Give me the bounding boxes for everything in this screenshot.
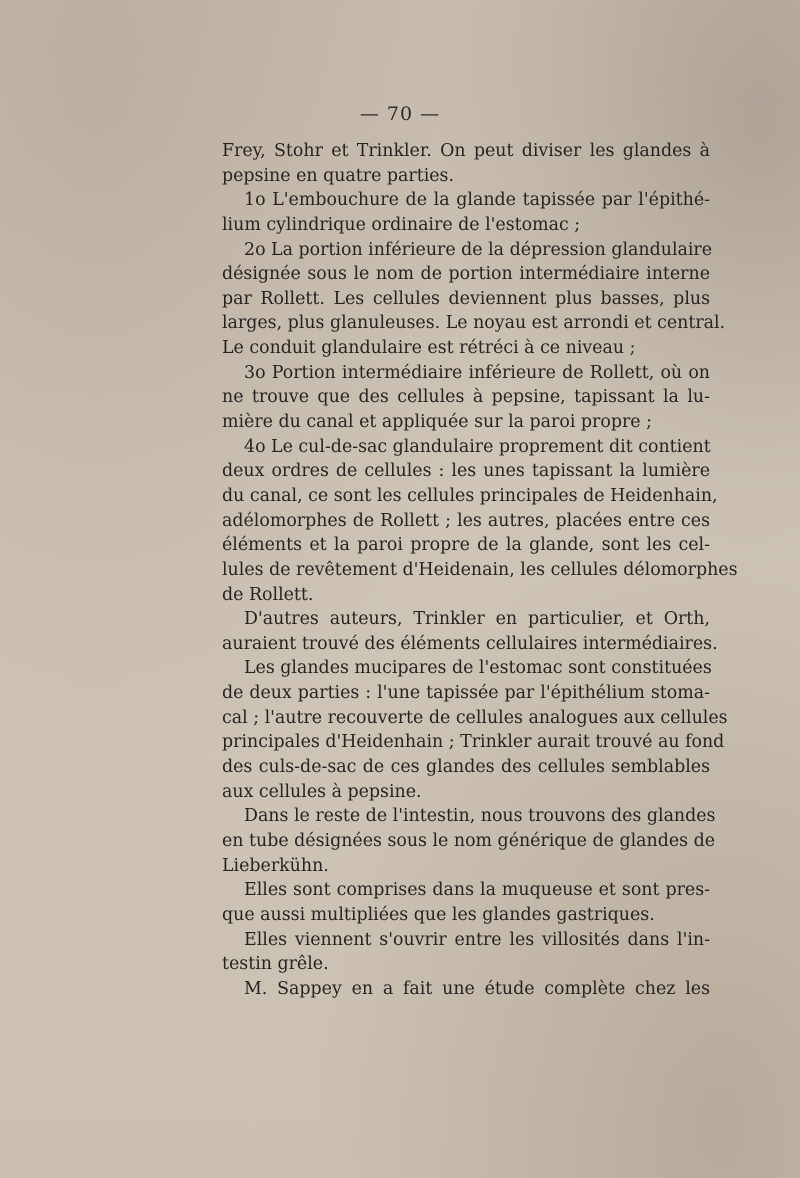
text-line: 3o Portion intermédiaire inférieure de Rollett, où on — [244, 362, 710, 383]
text-line: auraient trouvé des éléments cellulaires intermédiaires. — [222, 633, 718, 654]
body-text — [222, 139, 738, 1001]
text-line: de Rollett. — [222, 584, 314, 605]
text-line: larges, plus glanuleuses. Le noyau est arrondi et central. — [222, 313, 726, 334]
text-line: 2o La portion inférieure de la dépression glandulaire — [244, 239, 713, 260]
text-line: 1o L'embouchure de la glande tapissée par l'épithé- — [244, 190, 710, 211]
text-line: que aussi multipliées que les glandes gastriques. — [222, 904, 655, 925]
text-line: de deux parties : l'une tapissée par l'épithélium stoma- — [222, 683, 710, 704]
text-line: Lieberkühn. — [222, 855, 329, 876]
page-number: — 70 — — [359, 103, 441, 125]
text-line: éléments et la paroi propre de la glande, sont les cel- — [222, 535, 710, 556]
text-line: adélomorphes de Rollett ; les autres, placées entre ces — [222, 510, 710, 531]
text-line: deux ordres de cellules : les unes tapissant la lumière — [222, 461, 710, 482]
text-line: des culs-de-sac de ces glandes des cellules semblables — [222, 757, 710, 778]
text-line: 4o Le cul-de-sac glandulaire proprement dit contient — [244, 436, 711, 457]
text-line: par Rollett. Les cellules deviennent plus basses, plus — [222, 288, 710, 309]
text-line: Dans le reste de l'intestin, nous trouvons des glandes — [244, 806, 716, 827]
text-line: lules de revêtement d'Heidenain, les cellules délomorphes — [222, 559, 738, 580]
text-line: mière du canal et appliquée sur la paroi propre ; — [222, 412, 652, 433]
text-line: Elles sont comprises dans la muqueuse et sont pres- — [244, 880, 710, 901]
text-line: principales d'Heidenhain ; Trinkler aurait trouvé au fond — [222, 732, 725, 753]
text-line: testin grêle. — [222, 954, 329, 975]
text-line: cal ; l'autre recouverte de cellules analogues aux cellules — [222, 707, 728, 728]
text-line: désignée sous le nom de portion intermédiaire interne — [222, 264, 710, 285]
text-line: Le conduit glandulaire est rétréci à ce niveau ; — [222, 338, 636, 359]
text-line: pepsine en quatre parties. — [222, 165, 455, 186]
text-line: M. Sappey en a fait une étude complète chez les — [244, 978, 710, 999]
text-line: lium cylindrique ordinaire de l'estomac ; — [222, 214, 581, 235]
text-line: du canal, ce sont les cellules principales de Heidenhain, — [222, 485, 718, 506]
text-line: Elles viennent s'ouvrir entre les villosités dans l'in- — [244, 929, 710, 950]
text-line: D'autres auteurs, Trinkler en particulier, et Orth, — [244, 609, 710, 630]
text-line: Frey, Stohr et Trinkler. On peut diviser les glandes à — [222, 141, 710, 161]
text-line: en tube désignées sous le nom générique de glandes de — [222, 830, 716, 851]
text-line: ne trouve que des cellules à pepsine, tapissant la lu- — [222, 387, 710, 408]
text-line: Les glandes mucipares de l'estomac sont constituées — [244, 658, 712, 679]
text-line: aux cellules à pepsine. — [222, 781, 422, 802]
